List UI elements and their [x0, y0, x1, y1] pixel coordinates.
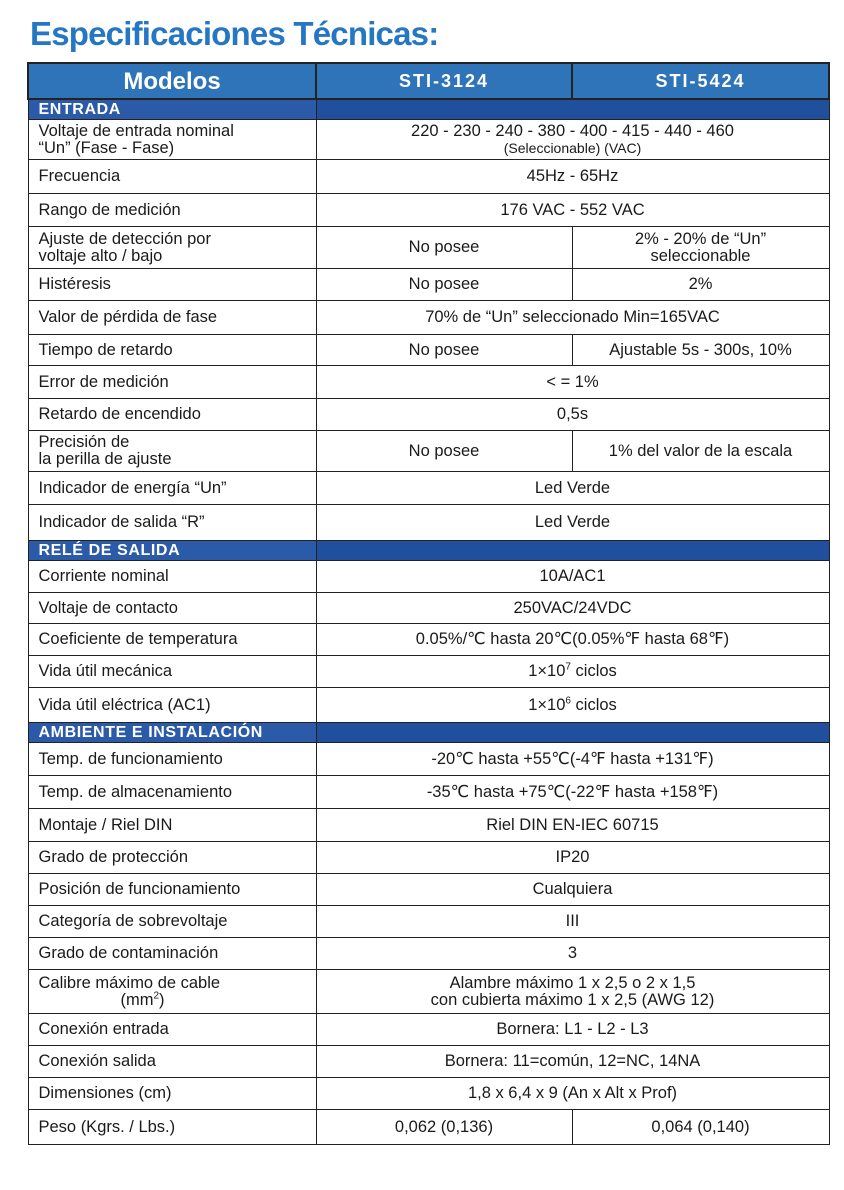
row-label: Coeficiente de temperatura: [28, 624, 316, 656]
row-label: Frecuencia: [28, 160, 316, 194]
table-row: [28, 1014, 829, 1046]
row-label-line-2: “Un” (Fase - Fase): [38, 138, 175, 157]
table-row: [28, 431, 829, 472]
row-value: Bornera: L1 - L2 - L3: [316, 1014, 829, 1046]
table-row: [28, 399, 829, 431]
row-label: Temp. de almacenamiento: [28, 776, 316, 809]
table-row: [28, 809, 829, 842]
unit-base: (mm: [120, 990, 154, 1009]
value-unit: ciclos: [570, 662, 617, 680]
section-label: AMBIENTE E INSTALACIÓN: [28, 723, 316, 743]
row-value-sti-3124: No posee: [316, 269, 572, 301]
table-row: [28, 1110, 829, 1145]
row-value: 3: [316, 938, 829, 970]
table-row: [28, 842, 829, 874]
row-value-line-2: con cubierta máximo 1 x 2,5 (AWG 12): [430, 990, 715, 1009]
row-value: 10A/AC1: [316, 561, 829, 593]
row-label: Rango de medición: [28, 194, 316, 227]
section-fill: [316, 723, 829, 743]
table-row: [28, 970, 829, 1014]
table-row: [28, 1078, 829, 1110]
value-base: 1×10: [528, 695, 566, 714]
row-value: 1,8 x 6,4 x 9 (An x Alt x Prof): [316, 1078, 829, 1110]
table-row: [28, 906, 829, 938]
row-label-line-2: la perilla de ajuste: [38, 450, 172, 468]
row-value: Riel DIN EN-IEC 60715: [316, 809, 829, 842]
row-value-sti-3124: No posee: [316, 431, 572, 472]
section-label: ENTRADA: [28, 99, 316, 120]
table-row: [28, 688, 829, 723]
row-label: [28, 970, 316, 1014]
section-rele-de-salida: [28, 541, 829, 561]
row-value-sti-5424: 0,064 (0,140): [572, 1110, 829, 1145]
table-row: [28, 505, 829, 541]
section-fill: [316, 99, 829, 120]
row-value-line-2: seleccionable: [650, 246, 751, 265]
row-value-line-1: 220 - 230 - 240 - 380 - 400 - 415 - 440 - 460: [411, 121, 734, 140]
table-row: [28, 120, 829, 160]
row-label: Grado de contaminación: [28, 938, 316, 970]
row-value: Bornera: 11=común, 12=NC, 14NA: [316, 1046, 829, 1078]
table-row: [28, 160, 829, 194]
section-ambiente-e-instalacion: [28, 723, 829, 743]
row-value-sti-3124: No posee: [316, 335, 572, 366]
table-row: [28, 624, 829, 656]
table-row: [28, 1046, 829, 1078]
row-value: 45Hz - 65Hz: [316, 160, 829, 194]
table-row: [28, 561, 829, 593]
table-row: [28, 227, 829, 269]
table-header-row: [28, 63, 829, 99]
row-value: IP20: [316, 842, 829, 874]
table-row: [28, 472, 829, 505]
row-label-line-2: voltaje alto / bajo: [38, 246, 163, 265]
row-value-sti-5424: [572, 227, 829, 269]
table-row: [28, 874, 829, 906]
row-label: Temp. de funcionamiento: [28, 743, 316, 776]
row-label: Error de medición: [28, 366, 316, 399]
model-sti-3124-header: STI-3124: [316, 63, 572, 99]
table-row: [28, 743, 829, 776]
models-header: Modelos: [28, 63, 316, 99]
row-value-sti-5424: 1% del valor de la escala: [572, 431, 829, 472]
row-label: Vida útil eléctrica (AC1): [28, 688, 316, 723]
row-value-sti-3124: 0,062 (0,136): [316, 1110, 572, 1145]
row-label: Voltaje de contacto: [28, 593, 316, 624]
row-label-line-2: [39, 991, 165, 1009]
table-row: [28, 776, 829, 809]
row-label: Indicador de energía “Un”: [28, 472, 316, 505]
value-exponent: 7: [565, 661, 571, 673]
row-label: Grado de protección: [28, 842, 316, 874]
row-value-unit: (VAC): [600, 139, 642, 156]
row-value: 250VAC/24VDC: [316, 593, 829, 624]
value-base: 1×10: [528, 662, 566, 680]
unit-close: ): [159, 990, 165, 1009]
row-label: Corriente nominal: [28, 561, 316, 593]
row-value: -20℃ hasta +55℃(-4℉ hasta +131℉): [316, 743, 829, 776]
table-row: [28, 593, 829, 624]
row-label: Valor de pérdida de fase: [28, 301, 316, 335]
table-row: [28, 656, 829, 688]
row-label-line-1: Voltaje de entrada nominal: [38, 121, 234, 140]
row-value-line-1: Alambre máximo 1 x 2,5 o 2 x 1,5: [449, 973, 696, 992]
row-label: Dimensiones (cm): [28, 1078, 316, 1110]
table-row: [28, 335, 829, 366]
row-label-line-1: Ajuste de detección por: [38, 229, 211, 248]
section-fill: [316, 541, 829, 561]
section-label: RELÉ DE SALIDA: [28, 541, 316, 561]
row-label-line-1: Calibre máximo de cable: [38, 973, 221, 992]
row-value: III: [316, 906, 829, 938]
row-value: [316, 688, 829, 723]
row-value: [316, 656, 829, 688]
unit-exponent: 2: [153, 990, 160, 1001]
row-label: Retardo de encendido: [28, 399, 316, 431]
row-value: Led Verde: [316, 472, 829, 505]
row-value: Led Verde: [316, 505, 829, 541]
specifications-table: [27, 62, 830, 1145]
section-entrada: [28, 99, 829, 120]
row-label: Posición de funcionamiento: [28, 874, 316, 906]
value-exponent: 6: [565, 695, 571, 706]
row-value: 0,5s: [316, 399, 829, 431]
row-value: -35℃ hasta +75℃(-22℉ hasta +158℉): [316, 776, 829, 809]
table-row: [28, 366, 829, 399]
row-value: 176 VAC - 552 VAC: [316, 194, 829, 227]
row-label: Tiempo de retardo: [28, 335, 316, 366]
row-label: Conexión salida: [28, 1046, 316, 1078]
row-label: Histéresis: [28, 269, 316, 301]
row-label-line-1: Precisión de: [38, 433, 130, 451]
row-label: [28, 120, 316, 160]
table-row: [28, 301, 829, 335]
row-value-sti-3124: No posee: [316, 227, 572, 269]
model-sti-5424-header: STI-5424: [572, 63, 829, 99]
row-label: [28, 431, 316, 472]
row-label: Indicador de salida “R”: [28, 505, 316, 541]
row-label: Peso (Kgrs. / Lbs.): [28, 1110, 316, 1145]
row-label: [28, 227, 316, 269]
row-label: Montaje / Riel DIN: [28, 809, 316, 842]
row-value-line-2: (Seleccionable): [503, 139, 601, 156]
row-value: [316, 970, 829, 1014]
row-value: 0.05%/℃ hasta 20℃(0.05%℉ hasta 68℉): [316, 624, 829, 656]
row-value: Cualquiera: [316, 874, 829, 906]
value-unit: ciclos: [570, 695, 617, 714]
row-value-sti-5424: Ajustable 5s - 300s, 10%: [572, 335, 829, 366]
row-label: Vida útil mecánica: [28, 656, 316, 688]
table-row: [28, 194, 829, 227]
row-value: 70% de “Un” seleccionado Min=165VAC: [316, 301, 829, 335]
row-value-line-1: 2% - 20% de “Un”: [634, 229, 767, 248]
row-value: < = 1%: [316, 366, 829, 399]
row-label: Conexión entrada: [28, 1014, 316, 1046]
row-label: Categoría de sobrevoltaje: [28, 906, 316, 938]
row-value: [316, 120, 829, 160]
table-row: [28, 938, 829, 970]
table-row: [28, 269, 829, 301]
page-title: Especificaciones Técnicas:: [30, 15, 439, 52]
row-value-sti-5424: 2%: [572, 269, 829, 301]
